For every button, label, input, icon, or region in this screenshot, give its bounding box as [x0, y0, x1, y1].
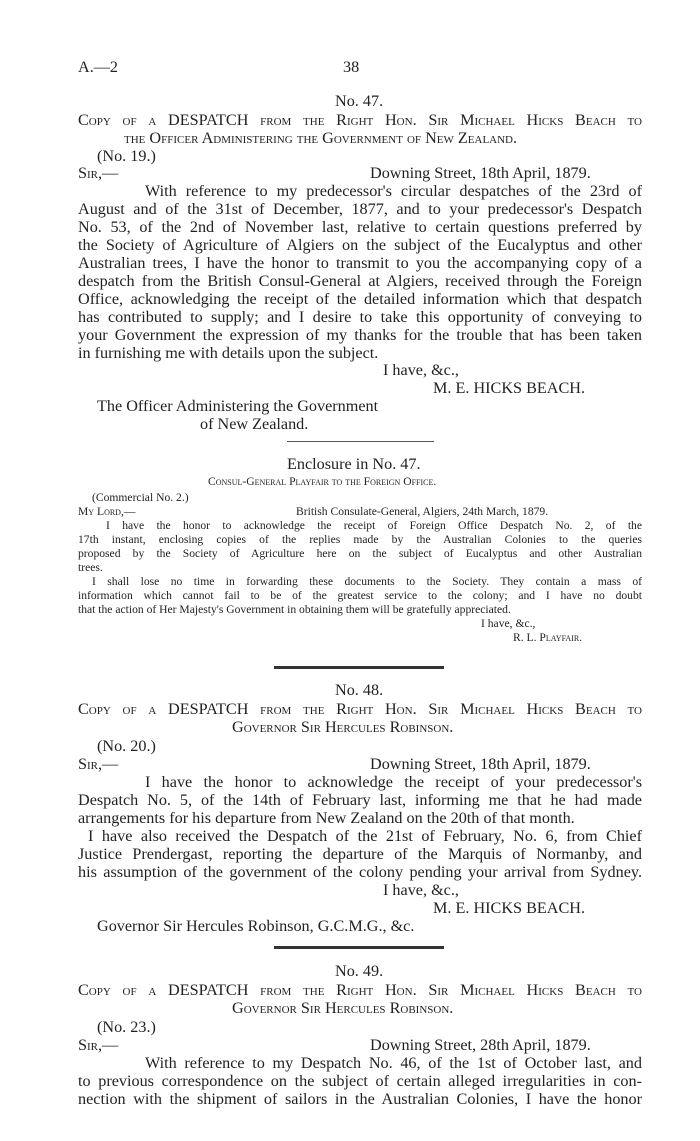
enclosure-47-body-line: information which cannot fail to be of the greatest service to the colony; and I have no doubt: [78, 589, 642, 602]
enclosure-47-body-line: that the action of Her Majesty's Government in obtaining them will be gratefully appreciated.: [78, 603, 511, 616]
despatch-49-ref: (No. 23.): [97, 1018, 156, 1036]
despatch-47-body-line: Office, acknowledging the receipt of the detailed information which that despatch: [78, 290, 642, 308]
enclosure-47-salutation: My Lord,—: [78, 505, 136, 518]
despatch-48-addressee: Governor Sir Hercules Robinson, G.C.M.G., &c.: [97, 917, 415, 935]
page-number: 38: [343, 58, 360, 76]
enclosure-47-heading: Enclosure in No. 47.: [287, 455, 421, 473]
enclosure-47-signature: R. L. Playfair.: [513, 631, 583, 644]
section-divider: [274, 666, 444, 669]
despatch-47-addressee-line1: The Officer Administering the Government: [97, 397, 379, 415]
despatch-49-place-date: Downing Street, 28th April, 1879.: [370, 1036, 591, 1054]
despatch-47-addressee-line2: of New Zealand.: [200, 415, 309, 433]
despatch-47-body-line: has contributed to supply; and I desire to take this opportunity of conveying to: [78, 308, 642, 326]
despatch-48-body-line: arrangements for his departure from New Zealand on the 20th of that month.: [78, 809, 575, 827]
despatch-48-body-line: Despatch No. 5, of the 14th of February last, informing me that he had made: [78, 791, 642, 809]
despatch-49-body-line: to previous correspondence on the subject of certain alleged irregularities in con-: [78, 1072, 642, 1090]
despatch-48-title-line2: Governor Sir Hercules Robinson.: [232, 718, 454, 736]
despatch-48-signature: M. E. HICKS BEACH.: [433, 899, 585, 917]
enclosure-47-body-line: I shall lose no time in forwarding these documents to the Society. They contain a mass of: [92, 575, 642, 588]
enclosure-47-body-line: I have the honor to acknowledge the receipt of Foreign Office Despatch No. 2, of the: [106, 519, 642, 532]
section-divider: [287, 441, 434, 442]
despatch-47-body-line: your Government the expression of my thanks for the trouble that has been taken: [78, 326, 642, 344]
despatch-49-number: No. 49.: [335, 962, 384, 980]
enclosure-47-ref: (Commercial No. 2.): [92, 491, 189, 504]
despatch-47-body-line: With reference to my predecessor's circular despatches of the 23rd of: [145, 182, 642, 200]
despatch-47-title-line2: the Officer Administering the Government of New Zealand.: [124, 129, 518, 147]
despatch-48-place-date: Downing Street, 18th April, 1879.: [370, 755, 591, 773]
despatch-47-body-line: August and of the 31st of December, 1877, and to your predecessor's Despatch: [78, 200, 642, 218]
despatch-48-body-line: I have also received the Despatch of the 21st of February, No. 6, from Chief: [88, 827, 642, 845]
enclosure-47-body-line: proposed by the Society of Agriculture here on the subject of Eucalyptus and other Australian: [78, 547, 642, 560]
despatch-48-title-line1: Copy of a DESPATCH from the Right Hon. Sir Michael Hicks Beach to: [78, 700, 642, 718]
despatch-47-ref: (No. 19.): [97, 147, 156, 165]
enclosure-47-body-line: 17th instant, enclosing copies of the replies made by the Australian Colonies to the queries: [78, 533, 642, 546]
despatch-47-body-line: Australian trees, I have the honor to transmit to you the accompanying copy of a: [78, 254, 642, 272]
enclosure-47-subheading: Consul-General Playfair to the Foreign Office.: [208, 475, 437, 488]
despatch-48-closing: I have, &c.,: [383, 881, 459, 899]
despatch-49-title-line1: Copy of a DESPATCH from the Right Hon. Sir Michael Hicks Beach to: [78, 981, 642, 999]
despatch-49-body-line: With reference to my Despatch No. 46, of the 1st of October last, and: [145, 1054, 642, 1072]
despatch-49-title-line2: Governor Sir Hercules Robinson.: [232, 999, 454, 1017]
despatch-48-number: No. 48.: [335, 681, 384, 699]
despatch-47-number: No. 47.: [335, 92, 384, 110]
section-divider: [274, 946, 444, 949]
despatch-48-body-line: Justice Prendergast, reporting the departure of the Marquis of Normanby, and: [78, 845, 642, 863]
enclosure-47-place-date: British Consulate-General, Algiers, 24th March, 1879.: [296, 505, 549, 518]
despatch-48-body-line: his assumption of the government of the colony pending your arrival from Sydney.: [78, 863, 642, 881]
despatch-47-place-date: Downing Street, 18th April, 1879.: [370, 164, 591, 182]
despatch-47-body-line: despatch from the British Consul-General at Algiers, received through the Foreign: [78, 272, 642, 290]
despatch-47-body-line: the Society of Agriculture of Algiers on the subject of the Eucalyptus and other: [78, 236, 642, 254]
enclosure-47-closing: I have, &c.,: [481, 617, 536, 630]
despatch-47-body-line: in furnishing me with details upon the subject.: [78, 344, 379, 362]
despatch-47-body-line: No. 53, of the 2nd of November last, relative to certain questions preferred by: [78, 218, 642, 236]
despatch-48-body-line: I have the honor to acknowledge the receipt of your predecessor's: [145, 773, 642, 791]
despatch-47-signature: M. E. HICKS BEACH.: [433, 379, 585, 397]
despatch-47-salutation: Sir,—: [78, 164, 119, 182]
despatch-47-closing: I have, &c.,: [383, 361, 459, 379]
page-reference: A.—2: [78, 58, 119, 76]
despatch-49-salutation: Sir,—: [78, 1036, 119, 1054]
despatch-48-salutation: Sir,—: [78, 755, 119, 773]
despatch-47-title-line1: Copy of a DESPATCH from the Right Hon. Sir Michael Hicks Beach to: [78, 111, 642, 129]
despatch-48-ref: (No. 20.): [97, 737, 156, 755]
enclosure-47-body-line: trees.: [78, 561, 103, 574]
despatch-49-body-line: nection with the shipment of sailors in the Australian Colonies, I have the honor: [78, 1090, 642, 1108]
